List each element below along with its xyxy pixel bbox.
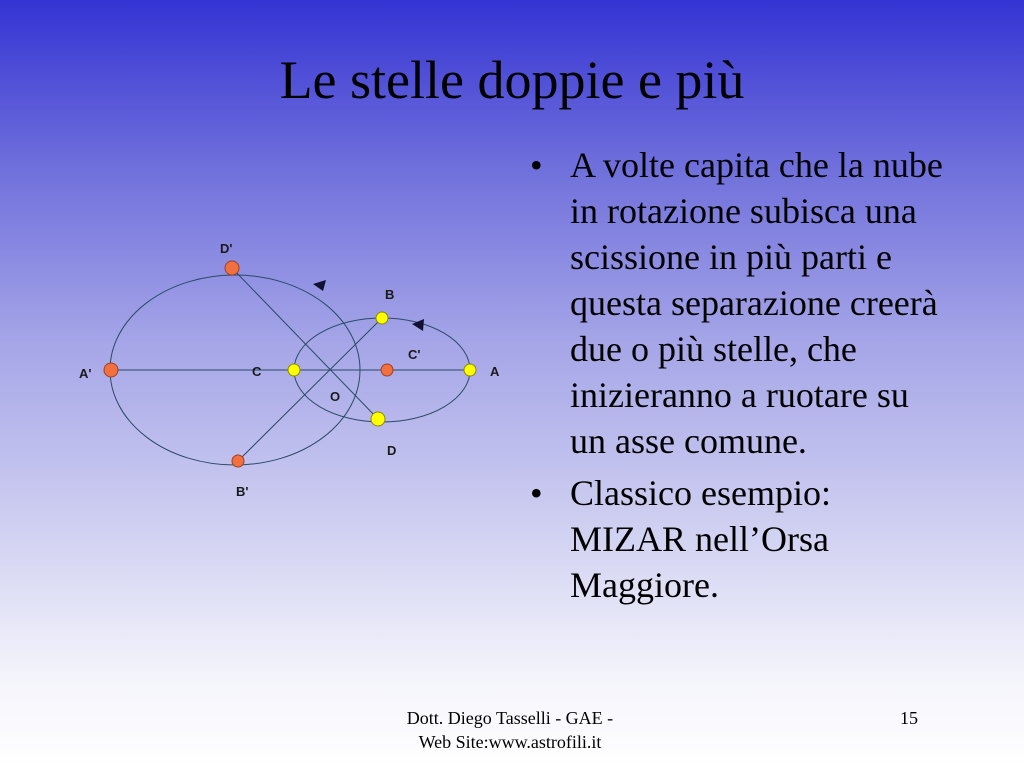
star-a-prime xyxy=(104,363,118,377)
bullet-marker: • xyxy=(530,145,543,185)
slide-title: Le stelle doppie e più xyxy=(279,50,745,110)
star-b-prime xyxy=(232,455,244,467)
footer-author: Dott. Diego Tasselli - GAE - xyxy=(406,708,614,728)
star-c xyxy=(288,364,300,376)
label-o: O xyxy=(330,389,341,404)
label-a: A xyxy=(490,364,500,379)
label-b-prime: B' xyxy=(236,484,249,499)
star-c-prime xyxy=(381,364,393,376)
star-a xyxy=(464,364,476,376)
small-orbit-arrow-icon xyxy=(412,319,424,331)
label-b: B xyxy=(385,287,395,302)
large-orbit-arrow-icon xyxy=(313,280,326,291)
bullet-text: A volte capita che la nube in rotazione subisca una scissione in più parti e questa separazione creerà due o più stelle, che inizieranno a ruotare su un asse comune. xyxy=(570,145,943,461)
label-d: D xyxy=(387,443,397,458)
footer-credits xyxy=(380,706,640,754)
star-d-prime xyxy=(225,261,239,275)
bullet-item xyxy=(530,470,950,608)
label-d-prime: D' xyxy=(220,241,233,256)
bullet-item xyxy=(530,142,950,464)
star-d xyxy=(371,412,385,426)
bullet-text: Classico esempio: MIZAR nell’Orsa Maggiore. xyxy=(570,473,831,605)
star-b xyxy=(376,312,388,324)
bullet-list xyxy=(530,142,950,614)
bullet-marker: • xyxy=(530,473,543,513)
page-number: 15 xyxy=(900,708,918,728)
label-c: C xyxy=(252,364,262,379)
orbit-diagram-svg xyxy=(60,230,520,510)
label-a-prime: A' xyxy=(79,366,92,381)
binary-star-orbit-diagram xyxy=(60,230,520,510)
label-c-prime: C' xyxy=(408,347,421,362)
footer-website: Web Site:www.astrofili.it xyxy=(418,732,602,752)
